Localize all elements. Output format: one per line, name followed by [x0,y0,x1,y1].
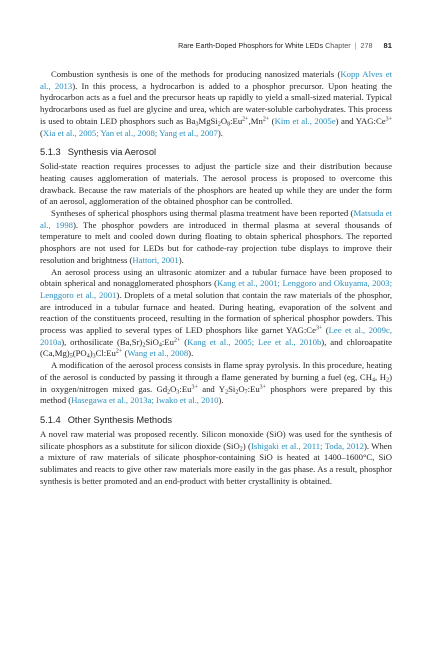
page-number: 81 [383,41,392,50]
citation-link[interactable]: Kang et al., 2001; Lenggoro and Okuyama, 2003; Lenggoro et al., 2001 [40,278,392,300]
section-title: Synthesis via Aerosol [67,147,157,158]
paragraph-aerosol-intro: Solid-state reaction requires processes to adjust the particle size and their distribution because heating causes agglomeration of materials. The aerosol process is proposed to overcome this drawback. Because the raw materials of the phosphors are heated up while they are under the form of an aerosol, agglomeration of the obtained phosphor can be controlled. [40,161,392,207]
citation-link[interactable]: Wang et al., 2008 [127,348,189,359]
header-separator: | [354,41,357,50]
citation-link[interactable]: Kopp Alves et al., 2013 [40,69,392,91]
citation-link[interactable]: Hattori, 2001 [132,254,179,265]
citation-link[interactable]: Ishigaki et al., 2011; Toda, 2012 [250,440,364,451]
citation-link[interactable]: Kang et al., 2005; Lee et al., 2010b [187,336,322,347]
paragraph-plasma: Syntheses of spherical phosphors using thermal plasma treatment have been reported (Matsuda et al., 1998). The phosphor powders are introduced in thermal plasma at several thousands of temperature to melt and cooled down during floating to obtain spherical phosphors. The reported phosphors are not used for LEDs but for cathode-ray projection tube displays to improve their resolution and brightness (Hattori, 2001). [40,208,392,265]
paragraph-other-methods: A novel raw material was proposed recently. Silicon monoxide (SiO) was used for the synthesis of silicate phosphors as a substitute for silicon dioxide (SiO$_2$) (Ishigaki et al., 2011; Toda, 2012). When a mixture of raw materials of silicate phosphor-containing SiO is heated at 1400–1600°C, SiO sublimates and reacts to give other raw materials more easily in the gas phase. As a result, phosphor synthesis is better promoted and an end-product with better crystallinity is obtained. [40,428,392,486]
section-number: 5.1.3 [40,147,61,158]
paragraph-combustion: Combustion synthesis is one of the methods for producing nanosized materials (Kopp Alves et al., 2013). In this process, a hydrocarbon is added to a phosphor precursor. Upon heating the hydrocarbon acts as a fuel and the precursor heats up rapidly to yield a small-sized material. Typical hydrocarbons used as fuel are glycine and urea, which are water-soluble carbohydrates. This process is used to obtain LED phosphors such as $Ba_3MgSi_2O_8:Eu^{2+},Mn^{2+}$ (Kim et al., 2005e) and $YAG:Ce^{3+}$ (Xia et al., 2005; Yan et al., 2008; Yang et al., 2007). [40,69,393,138]
citation-link[interactable]: Lee et al., 2009c, 2010a [40,325,392,347]
running-header [178,41,392,50]
citation-link[interactable]: Matsuda et al., 1998 [40,208,392,230]
running-title: Rare Earth-Doped Phosphors for White LEDs [178,41,324,50]
citation-link[interactable]: Kim et al., 2005e [274,115,336,126]
chapter-number: 278 [360,41,373,50]
section-number: 5.1.4 [40,414,61,425]
paragraph-ultrasonic: An aerosol process using an ultrasonic atomizer and a tubular furnace have been proposed to obtain spherical and nonagglomerated phosphors (Kang et al., 2001; Lenggoro and Okuyama, 2003; Lenggoro et al., 2001). Droplets of a metal solution that contain the raw materials of the phosphor, are introduced in a tubular furnace and heated. During heating, evaporation of the solvent and reaction of the constituents proceed, resulting in the formation of spherical phosphor powders. This process was applied to several types of LED phosphors like garnet $YAG:Ce^{3+}$ (Lee et al., 2009c, 2010a), orthosilicate $(Ba,Sr)_2SiO_4:Eu^{2+}$ (Kang et al., 2005; Lee et al., 2010b), and chloroapatite $(Ca,Mg)_5(PO_4)_3Cl:Eu^{2+}$ (Wang et al., 2008). [40,266,392,360]
citation-link[interactable]: Xia et al., 2005; Yan et al., 2008; Yang et al., 2007 [42,127,218,138]
main-content [40,69,392,488]
section-title: Other Synthesis Methods [67,414,173,425]
paragraph-flame-spray: A modification of the aerosol process consists in flame spray pyrolysis. In this procedure, heating of the aerosol is conducted by passing it through a flame generated by burning a fuel (eg, $CH_4$, $H_2$) in oxygen/nitrogen mixed gas. $Gd_2O_3:Eu^{3+}$ and $Y_2Si_2O_7:Eu^{3+}$ phosphors were prepared by this method (Hasegawa et al., 2013a; Iwako et al., 2010). [40,360,392,406]
citation-link[interactable]: Hasegawa et al., 2013a; Iwako et al., 2010 [71,395,219,406]
chapter-label: Chapter [325,41,351,50]
section-heading-5-1-3 [40,146,392,158]
section-heading-5-1-4 [40,414,392,426]
